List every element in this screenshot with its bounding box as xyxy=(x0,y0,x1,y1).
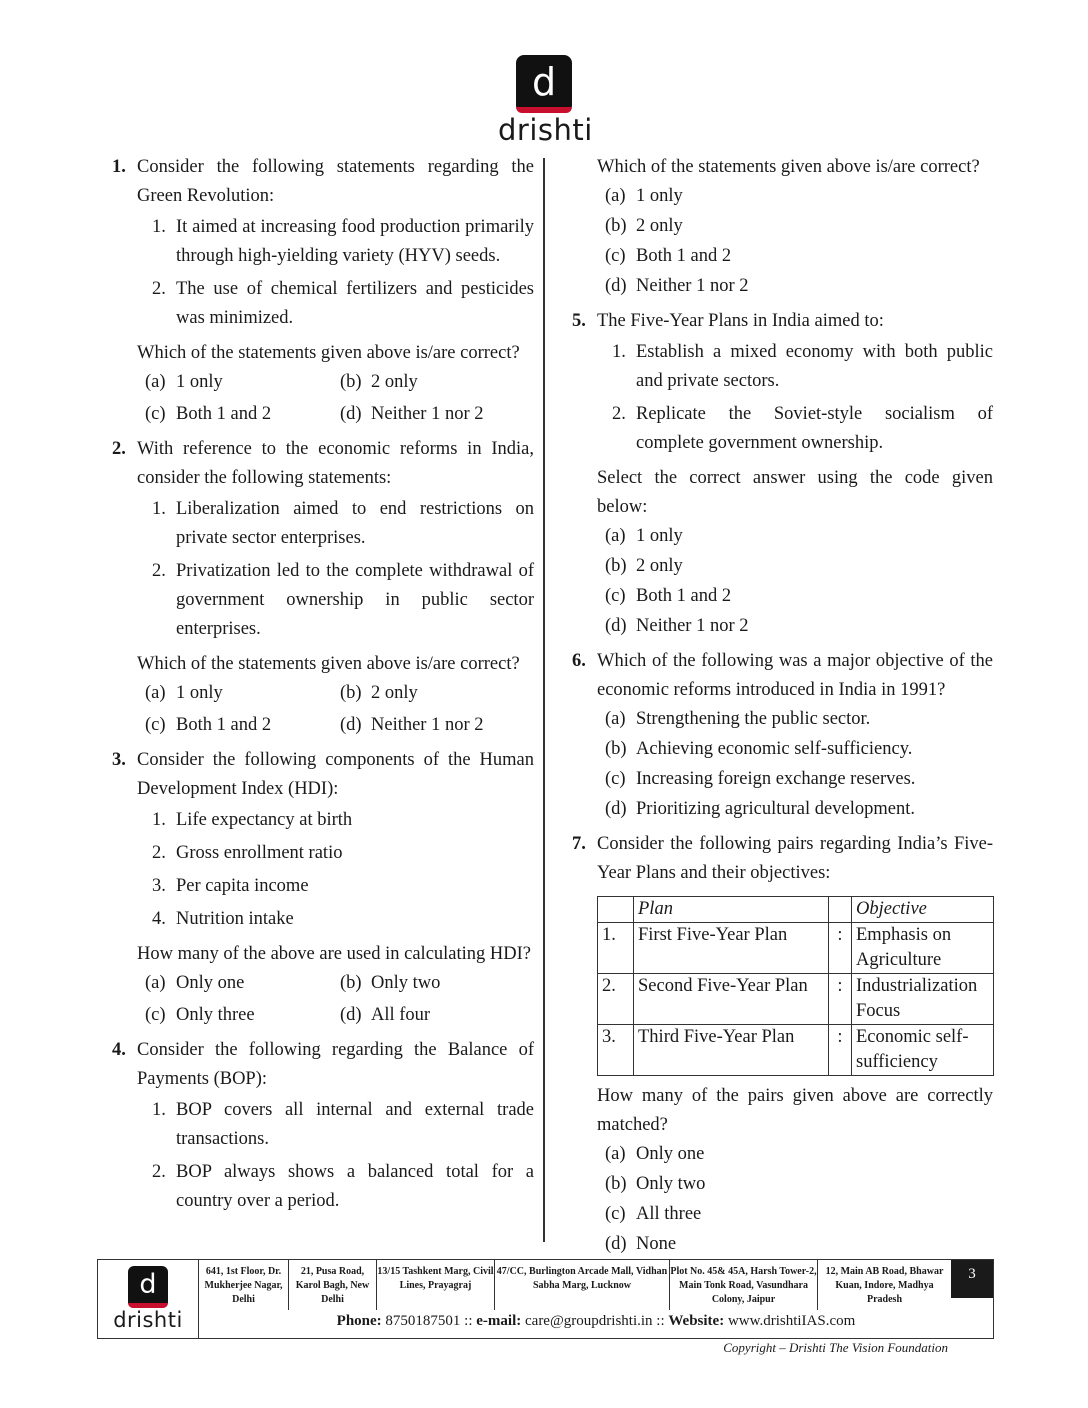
statement-item xyxy=(137,872,534,901)
option-text: Only one xyxy=(176,973,245,993)
statement-number: 2. xyxy=(152,1162,166,1182)
option-item xyxy=(145,969,340,998)
statement-item xyxy=(137,806,534,835)
option-letter: (a) xyxy=(145,973,166,993)
question-number: 2. xyxy=(112,439,126,459)
statement-item xyxy=(597,400,993,458)
option-letter: (c) xyxy=(605,769,626,789)
option-letter: (b) xyxy=(605,216,627,236)
row-objective: Economic self-sufficiency xyxy=(852,1025,994,1076)
question-text: Consider the following pairs regarding India’s Five-Year Plans and their objectives: xyxy=(597,834,993,883)
question-text: Which of the following was a major objective of the economic reforms introduced in India in 1991? xyxy=(597,651,993,700)
left-column xyxy=(112,153,534,1222)
row-separator: : xyxy=(829,974,852,1025)
website-address: www.drishtiIAS.com xyxy=(727,1313,856,1329)
question-5 xyxy=(572,307,993,641)
statement-text: Establish a mixed economy with both public and private sectors. xyxy=(636,342,993,391)
option-item xyxy=(605,735,993,764)
row-number: 1. xyxy=(598,923,634,974)
option-letter: (b) xyxy=(605,1174,627,1194)
question-prompt: How many of the pairs given above are correctly matched? xyxy=(597,1086,993,1135)
option-letter: (d) xyxy=(605,276,627,296)
option-letter: (c) xyxy=(145,1005,166,1025)
option-letter: (c) xyxy=(605,246,626,266)
option-letter: (c) xyxy=(605,1204,626,1224)
option-text: Both 1 and 2 xyxy=(176,404,272,424)
statement-number: 3. xyxy=(152,876,166,896)
option-text: Only one xyxy=(636,1144,705,1164)
option-text: Both 1 and 2 xyxy=(636,586,732,606)
question-number: 3. xyxy=(112,750,126,770)
logo-bar xyxy=(516,107,572,113)
option-letter: (a) xyxy=(605,709,626,729)
statement-text: It aimed at increasing food production primarily through high-yielding variety (HYV) seeds. xyxy=(176,217,534,266)
row-separator: : xyxy=(829,1025,852,1076)
address-karol-bagh: 21, Pusa Road, Karol Bagh, New Delhi xyxy=(289,1260,377,1310)
logo-word: drishti xyxy=(498,113,593,147)
address-delhi-mukherjee: 641, 1st Floor, Dr. Mukherjee Nagar, Delhi xyxy=(199,1260,289,1310)
option-text: 1 only xyxy=(636,526,683,546)
question-number: 4. xyxy=(112,1040,126,1060)
option-item xyxy=(605,1200,993,1229)
option-text: Only three xyxy=(176,1005,255,1025)
option-letter: (c) xyxy=(145,404,166,424)
question-number: 5. xyxy=(572,311,586,331)
website-label: Website: xyxy=(668,1313,725,1329)
table-header-plan: Plan xyxy=(634,897,829,923)
question-prompt: Which of the statements given above is/are correct? xyxy=(597,157,980,177)
logo-letter: d xyxy=(531,60,557,104)
options-list xyxy=(597,522,993,641)
statement-text: The use of chemical fertilizers and pesticides was minimized. xyxy=(176,279,534,328)
address-jaipur: Plot No. 45& 45A, Harsh Tower-2, Main Tonk Road, Vasundhara Colony, Jaipur xyxy=(670,1260,818,1310)
separator: :: xyxy=(464,1313,473,1329)
options-list xyxy=(597,705,993,824)
option-letter: (b) xyxy=(340,372,362,392)
option-text: 2 only xyxy=(371,372,418,392)
statement-number: 4. xyxy=(152,909,166,929)
option-text: 2 only xyxy=(636,556,683,576)
option-text: Prioritizing agricultural development. xyxy=(636,799,915,819)
statement-item xyxy=(137,495,534,553)
statement-text: Replicate the Soviet-style socialism of complete government ownership. xyxy=(636,404,993,453)
option-text: Only two xyxy=(371,973,441,993)
options-list xyxy=(145,969,534,1030)
options-list xyxy=(145,368,534,429)
option-item xyxy=(340,711,540,740)
statements-list xyxy=(137,806,534,934)
question-prompt: Select the correct answer using the code given below: xyxy=(597,468,993,517)
statement-item xyxy=(137,213,534,271)
option-item xyxy=(605,765,993,794)
phone-number: 8750187501 xyxy=(385,1313,461,1329)
option-letter: (b) xyxy=(340,683,362,703)
option-text: Neither 1 nor 2 xyxy=(371,404,484,424)
footer-addresses xyxy=(199,1260,951,1310)
statement-number: 1. xyxy=(152,810,166,830)
option-letter: (d) xyxy=(340,715,362,735)
option-text: Neither 1 nor 2 xyxy=(371,715,484,735)
option-text: All three xyxy=(636,1204,702,1224)
question-7 xyxy=(572,830,993,1259)
table-cell xyxy=(598,897,634,923)
logo-bar xyxy=(128,1303,168,1308)
option-text: None xyxy=(636,1234,677,1254)
statements-list xyxy=(597,338,993,458)
question-prompt: Which of the statements given above is/are correct? xyxy=(137,343,520,363)
option-text: 1 only xyxy=(636,186,683,206)
table-row xyxy=(598,1025,994,1076)
option-item xyxy=(340,400,540,429)
statement-item xyxy=(137,839,534,868)
option-letter: (a) xyxy=(605,1144,626,1164)
table-header-row xyxy=(598,897,994,923)
option-text: Strengthening the public sector. xyxy=(636,709,871,729)
option-item xyxy=(605,795,993,824)
option-letter: (b) xyxy=(605,739,627,759)
question-text: The Five-Year Plans in India aimed to: xyxy=(597,311,884,331)
statement-item xyxy=(137,1158,534,1216)
statement-number: 1. xyxy=(612,342,626,362)
option-item xyxy=(605,612,993,641)
logo-word: drishti xyxy=(113,1308,183,1332)
statement-text: Per capita income xyxy=(176,876,309,896)
option-letter: (a) xyxy=(605,186,626,206)
phone-label: Phone: xyxy=(336,1313,382,1329)
option-text: Achieving economic self-sufficiency. xyxy=(636,739,913,759)
option-item xyxy=(340,969,540,998)
option-letter: (d) xyxy=(605,616,627,636)
statement-text: Gross enrollment ratio xyxy=(176,843,343,863)
statement-item xyxy=(137,275,534,333)
pairs-table xyxy=(597,896,994,1076)
row-objective: Industrialization Focus xyxy=(852,974,994,1025)
option-text: 1 only xyxy=(176,372,223,392)
option-item xyxy=(145,400,340,429)
logo-letter: d xyxy=(139,1269,157,1300)
option-item xyxy=(145,679,340,708)
option-letter: (a) xyxy=(605,526,626,546)
option-letter: (d) xyxy=(340,404,362,424)
statement-number: 1. xyxy=(152,217,166,237)
statement-text: Life expectancy at birth xyxy=(176,810,353,830)
question-prompt: Which of the statements given above is/are correct? xyxy=(137,654,520,674)
question-text: Consider the following regarding the Balance of Payments (BOP): xyxy=(137,1040,534,1089)
option-item xyxy=(605,242,993,271)
email-address: care@groupdrishti.in xyxy=(525,1313,653,1329)
option-item xyxy=(605,1230,993,1259)
page-number: 3 xyxy=(951,1260,993,1298)
question-prompt: How many of the above are used in calculating HDI? xyxy=(137,944,532,964)
row-separator: : xyxy=(829,923,852,974)
option-item xyxy=(605,1170,993,1199)
option-item xyxy=(145,711,340,740)
option-text: Neither 1 nor 2 xyxy=(636,616,749,636)
question-6 xyxy=(572,647,993,824)
option-letter: (d) xyxy=(605,1234,627,1254)
statement-number: 2. xyxy=(152,843,166,863)
row-plan: Third Five-Year Plan xyxy=(634,1025,829,1076)
question-number: 1. xyxy=(112,157,126,177)
question-text: With reference to the economic reforms in India, consider the following statements: xyxy=(137,439,534,488)
row-number: 2. xyxy=(598,974,634,1025)
option-text: All four xyxy=(371,1005,431,1025)
footer xyxy=(97,1259,994,1339)
option-text: 2 only xyxy=(636,216,683,236)
option-item xyxy=(145,1001,340,1030)
options-list xyxy=(597,182,993,301)
option-text: Both 1 and 2 xyxy=(176,715,272,735)
option-letter: (d) xyxy=(340,1005,362,1025)
footer-contact xyxy=(199,1310,993,1332)
option-letter: (d) xyxy=(605,799,627,819)
separator: :: xyxy=(656,1313,665,1329)
option-item xyxy=(605,705,993,734)
address-prayagraj: 13/15 Tashkent Marg, Civil Lines, Prayagraj xyxy=(377,1260,495,1310)
header-logo xyxy=(498,55,593,147)
table-row xyxy=(598,923,994,974)
column-divider xyxy=(543,158,545,1242)
option-text: Neither 1 nor 2 xyxy=(636,276,749,296)
address-indore: 12, Main AB Road, Bhawar Kuan, Indore, Madhya Pradesh xyxy=(825,1266,944,1305)
row-objective: Emphasis on Agriculture xyxy=(852,923,994,974)
option-item xyxy=(340,1001,540,1030)
option-item xyxy=(605,272,993,301)
logo-icon xyxy=(516,55,572,113)
question-number: 7. xyxy=(572,834,586,854)
row-number: 3. xyxy=(598,1025,634,1076)
statement-item xyxy=(597,338,993,396)
option-letter: (a) xyxy=(145,683,166,703)
options-list xyxy=(145,679,534,740)
question-4 xyxy=(112,1036,534,1216)
statements-list xyxy=(137,495,534,644)
option-letter: (b) xyxy=(340,973,362,993)
row-plan: First Five-Year Plan xyxy=(634,923,829,974)
address-lucknow: 47/CC, Burlington Arcade Mall, Vidhan Sabha Marg, Lucknow xyxy=(495,1260,670,1310)
statement-text: BOP covers all internal and external trade transactions. xyxy=(176,1100,534,1149)
statement-text: Nutrition intake xyxy=(176,909,294,929)
question-text: Consider the following statements regarding the Green Revolution: xyxy=(137,157,534,206)
option-text: Only two xyxy=(636,1174,706,1194)
option-item xyxy=(605,552,993,581)
table-row xyxy=(598,974,994,1025)
statement-item xyxy=(137,557,534,644)
statement-text: Liberalization aimed to end restrictions on private sector enterprises. xyxy=(176,499,534,548)
statement-item xyxy=(137,1096,534,1154)
option-item xyxy=(145,368,340,397)
option-letter: (a) xyxy=(145,372,166,392)
row-plan: Second Five-Year Plan xyxy=(634,974,829,1025)
logo-icon xyxy=(128,1266,168,1308)
statement-item xyxy=(137,905,534,934)
table-header-objective: Objective xyxy=(852,897,994,923)
option-text: Both 1 and 2 xyxy=(636,246,732,266)
option-letter: (c) xyxy=(145,715,166,735)
question-2 xyxy=(112,435,534,740)
statements-list xyxy=(137,1096,534,1216)
option-letter: (b) xyxy=(605,556,627,576)
email-label: e-mail: xyxy=(476,1313,522,1329)
option-item xyxy=(605,1140,993,1169)
statement-text: BOP always shows a balanced total for a country over a period. xyxy=(176,1162,534,1211)
option-item xyxy=(340,368,540,397)
statement-number: 1. xyxy=(152,1100,166,1120)
option-text: Increasing foreign exchange reserves. xyxy=(636,769,916,789)
statement-number: 2. xyxy=(612,404,626,424)
statement-text: Privatization led to the complete withdrawal of government ownership in public sector enterprises. xyxy=(176,561,534,639)
table-cell xyxy=(829,897,852,923)
statements-list xyxy=(137,213,534,333)
option-item xyxy=(605,522,993,551)
footer-logo xyxy=(98,1260,199,1338)
right-column xyxy=(572,153,993,1265)
option-item xyxy=(605,582,993,611)
option-text: 2 only xyxy=(371,683,418,703)
question-text: Consider the following components of the Human Development Index (HDI): xyxy=(137,750,534,799)
copyright-notice: Copyright – Drishti The Vision Foundation xyxy=(723,1340,948,1355)
question-1 xyxy=(112,153,534,429)
options-list xyxy=(597,1140,993,1259)
statement-number: 2. xyxy=(152,279,166,299)
option-item xyxy=(340,679,540,708)
statement-number: 1. xyxy=(152,499,166,519)
question-3 xyxy=(112,746,534,1030)
option-letter: (c) xyxy=(605,586,626,606)
option-item xyxy=(605,212,993,241)
question-4-continued xyxy=(572,153,993,301)
option-text: 1 only xyxy=(176,683,223,703)
option-item xyxy=(605,182,993,211)
question-number: 6. xyxy=(572,651,586,671)
statement-number: 2. xyxy=(152,561,166,581)
